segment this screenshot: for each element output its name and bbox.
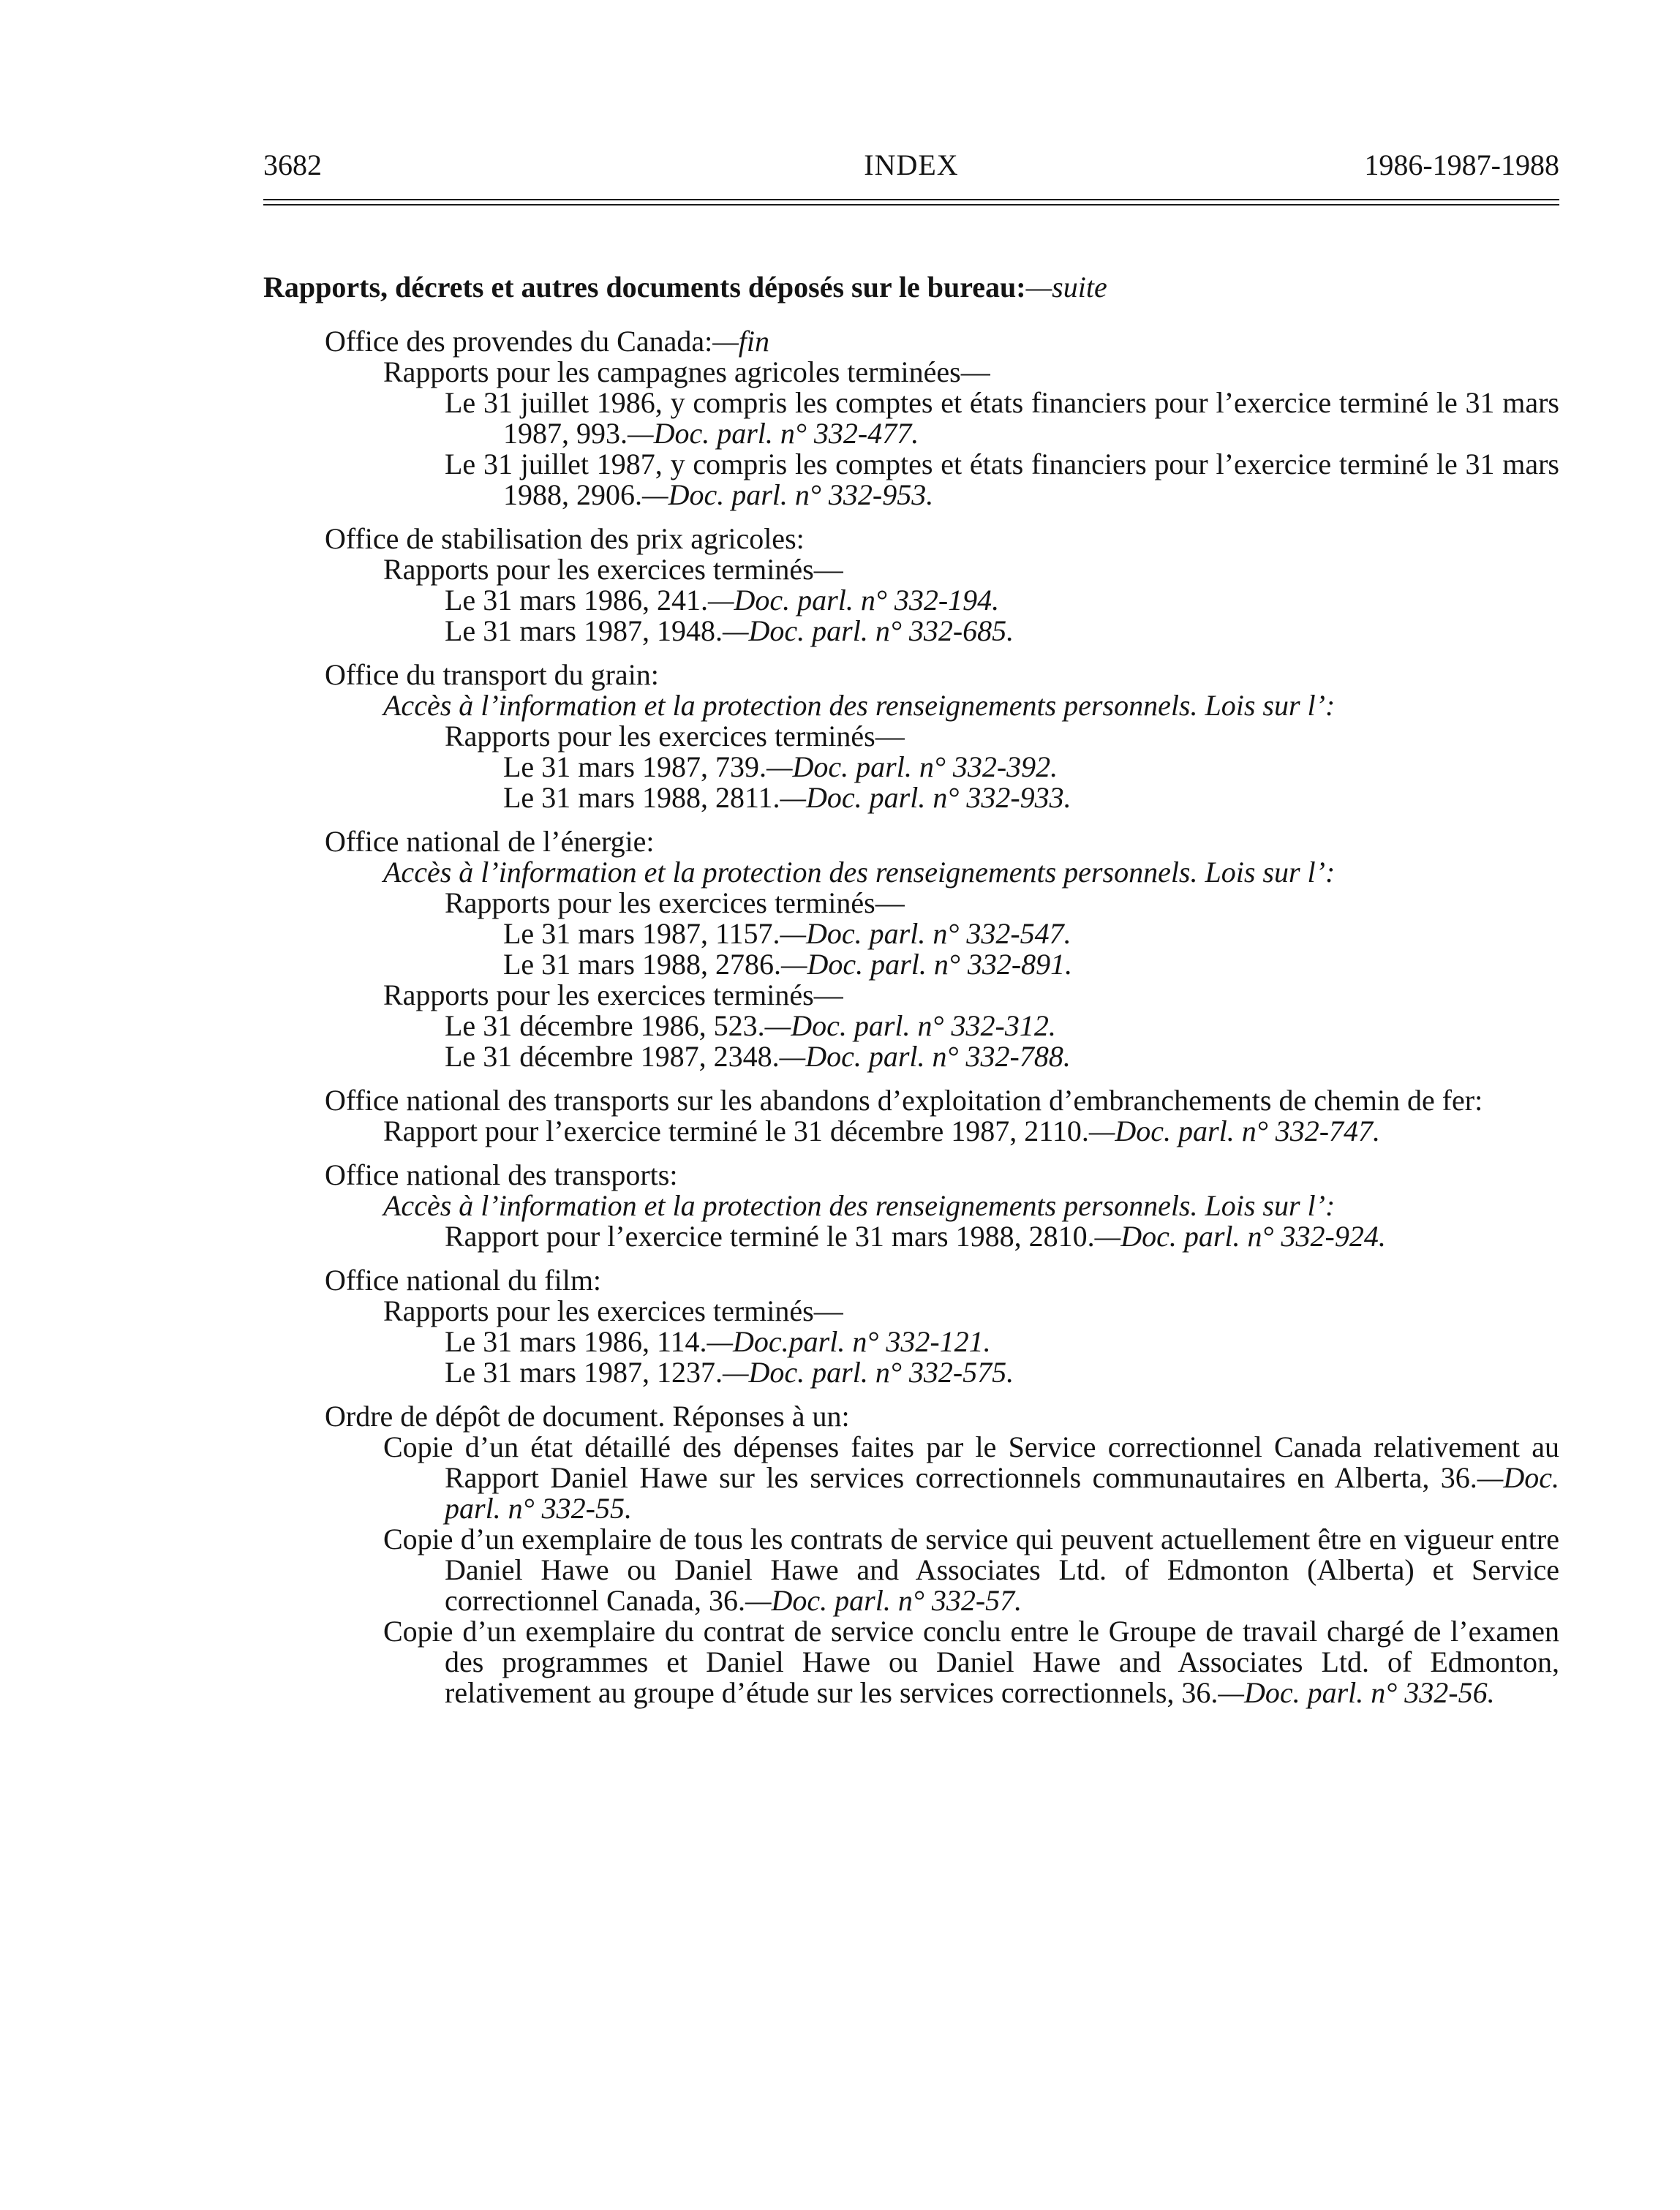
entry-subheading: Rapports pour les exercices terminés—: [383, 978, 843, 1011]
entry-item: Le 31 décembre 1986, 523.—Doc. parl. n° 332-312.: [445, 1009, 1056, 1042]
section-heading: Rapports, décrets et autres documents déposés sur le bureau:—suite: [263, 271, 1107, 303]
entry-subheading: Rapports pour les exercices terminés—: [383, 553, 843, 586]
entry-subheading: Rapports pour les campagnes agricoles terminées—: [383, 355, 990, 388]
entry-item: Le 31 juillet 1986, y compris les comptes et états financiers pour l’exercice terminé le 31 mars 1987, 993.—Doc. parl. n° 332-477.: [445, 386, 1559, 450]
entry-subheading: Accès à l’information et la protection des renseignements personnels. Lois sur l’:: [383, 1189, 1336, 1222]
entry-item: Rapport pour l’exercice terminé le 31 mars 1988, 2810.—Doc. parl. n° 332-924.: [445, 1220, 1386, 1253]
entry-subject: Office national des transports sur les abandons d’exploitation d’embranchements de chemin de fer:: [325, 1084, 1483, 1117]
entry-item: Le 31 décembre 1987, 2348.—Doc. parl. n° 332-788.: [445, 1040, 1071, 1073]
entry-subject: Ordre de dépôt de document. Réponses à un:: [325, 1400, 850, 1433]
entry-item: Copie d’un exemplaire de tous les contrats de service qui peuvent actuellement être en vigueur entre Daniel Hawe ou Daniel Hawe and Associates Ltd. of Edmonton (Alberta) et Service correctionnel Canada, 36.—Doc. parl. n° 332-57.: [383, 1523, 1559, 1617]
entry-subheading: Accès à l’information et la protection des renseignements personnels. Lois sur l’:: [383, 689, 1336, 722]
entry-item: Le 31 mars 1987, 739.—Doc. parl. n° 332-392.: [503, 750, 1058, 783]
entry-item: Le 31 mars 1987, 1948.—Doc. parl. n° 332-685.: [445, 614, 1014, 647]
running-title: INDEX: [864, 148, 959, 181]
entry-subheading: Rapports pour les exercices terminés—: [445, 720, 905, 753]
entry-item: Le 31 mars 1988, 2811.—Doc. parl. n° 332-933.: [503, 781, 1071, 814]
entry-item: Le 31 juillet 1987, y compris les comptes et états financiers pour l’exercice terminé le 31 mars 1988, 2906.—Doc. parl. n° 332-953.: [445, 448, 1559, 511]
entry-item: Le 31 mars 1986, 114.—Doc.parl. n° 332-121.: [445, 1325, 991, 1358]
header-rule-top: [263, 199, 1559, 200]
entry-subject: Office national du film:: [325, 1264, 602, 1297]
years-range: 1986-1987-1988: [1364, 148, 1559, 181]
entry-item: Le 31 mars 1987, 1237.—Doc. parl. n° 332-575.: [445, 1356, 1014, 1389]
entry-subheading: Accès à l’information et la protection des renseignements personnels. Lois sur l’:: [383, 856, 1336, 889]
entry-item: Copie d’un état détaillé des dépenses faites par le Service correctionnel Canada relativement au Rapport Daniel Hawe sur les services correctionnels communautaires en Alberta, 36.—Doc. parl. n° 332-55.: [383, 1430, 1559, 1525]
entry-subject: Office des provendes du Canada:—fin: [325, 325, 769, 358]
entry-subject: Office national de l’énergie:: [325, 825, 655, 858]
entry-subheading: Rapports pour les exercices terminés—: [383, 1294, 843, 1327]
entry-item: Le 31 mars 1988, 2786.—Doc. parl. n° 332-891.: [503, 948, 1073, 981]
entry-item: Rapport pour l’exercice terminé le 31 décembre 1987, 2110.—Doc. parl. n° 332-747.: [383, 1115, 1381, 1147]
page-number: 3682: [263, 148, 322, 181]
index-body: [263, 272, 1559, 1708]
entry-subheading: Rapports pour les exercices terminés—: [445, 886, 905, 919]
page-header: [263, 143, 1559, 187]
entry-item: Copie d’un exemplaire du contrat de service conclu entre le Groupe de travail chargé de l’examen des programmes et Daniel Hawe ou Daniel Hawe and Associates Ltd. of Edmonton, relativement au groupe d’étude sur les services correctionnels, 36.—Doc. parl. n° 332-56.: [383, 1615, 1559, 1709]
entry-subject: Office de stabilisation des prix agricoles:: [325, 522, 805, 555]
entry-item: Le 31 mars 1986, 241.—Doc. parl. n° 332-194.: [445, 584, 1000, 616]
entry-subject: Office national des transports:: [325, 1158, 678, 1191]
entry-subject: Office du transport du grain:: [325, 658, 659, 691]
header-rule-bottom: [263, 204, 1559, 205]
entry-item: Le 31 mars 1987, 1157.—Doc. parl. n° 332-547.: [503, 917, 1071, 950]
